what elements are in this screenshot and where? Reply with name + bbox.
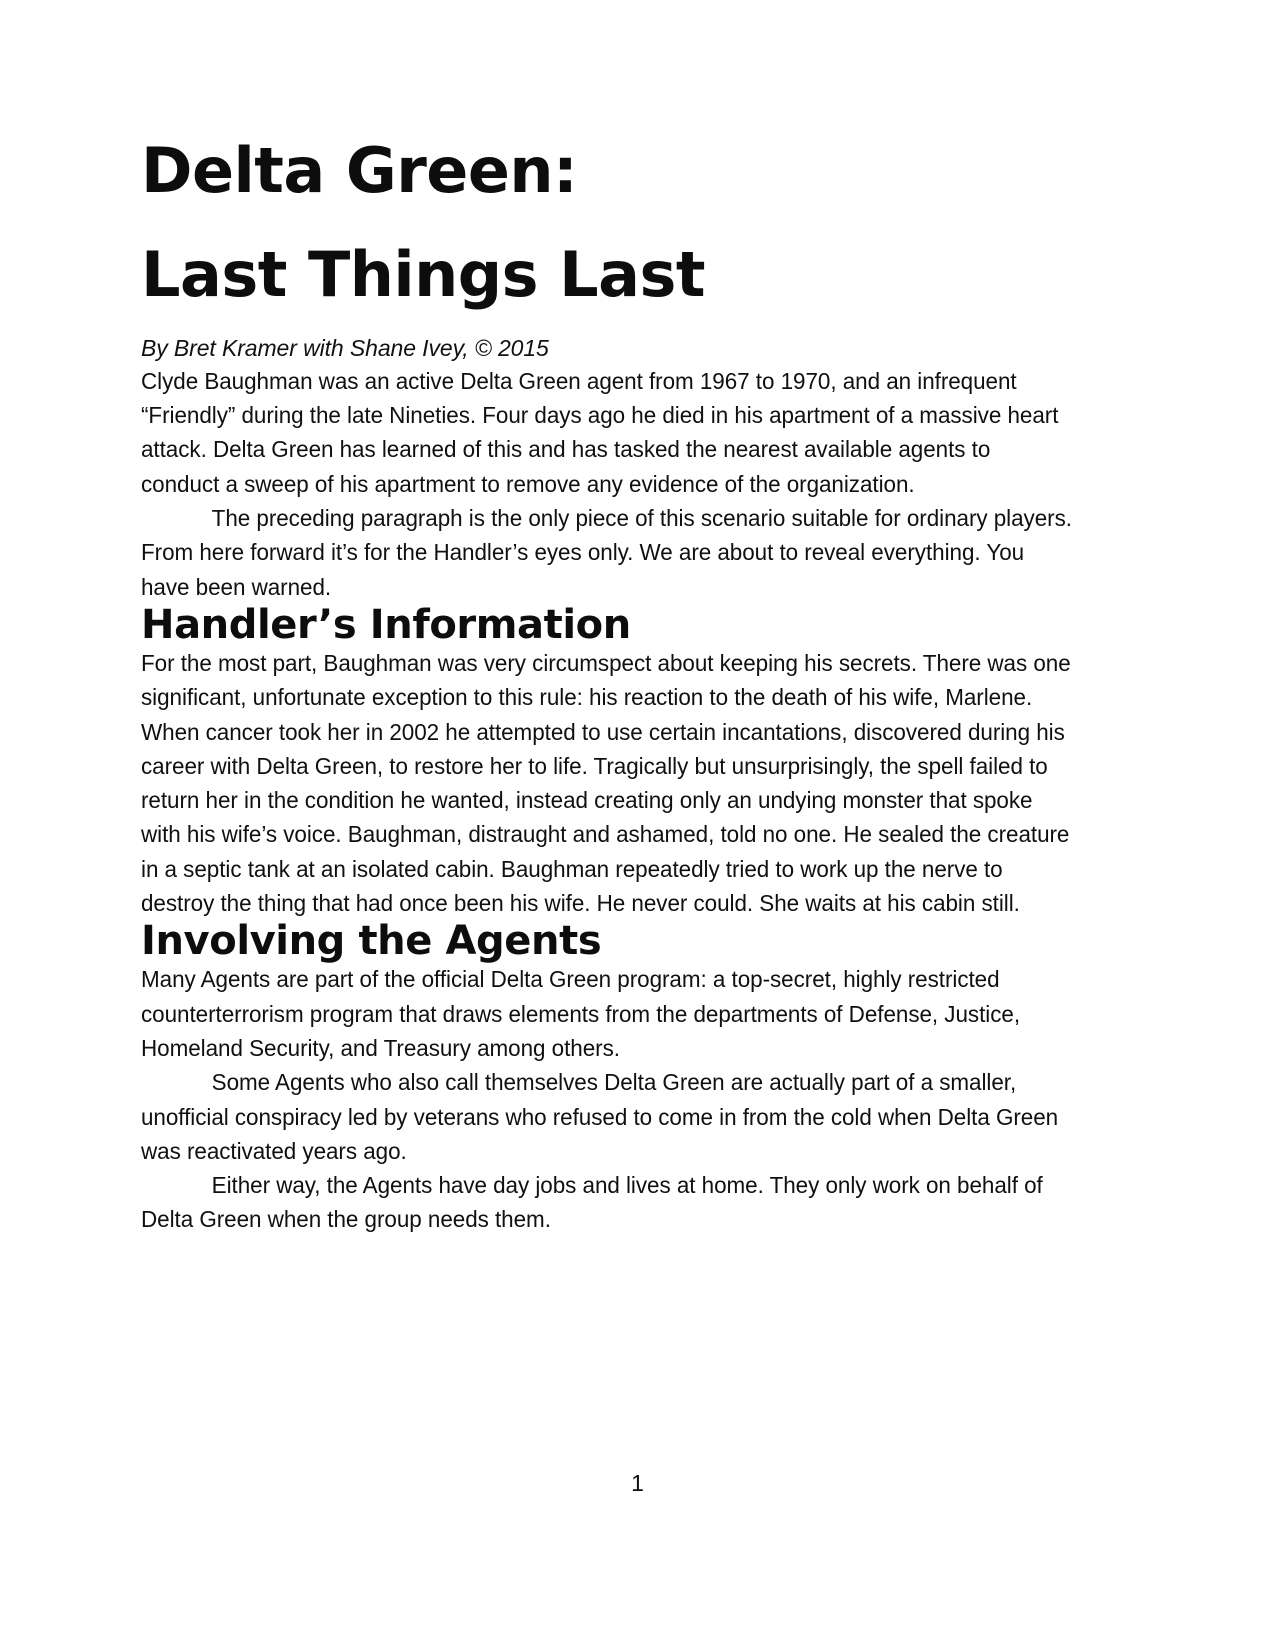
involving-agents-paragraph-1: Many Agents are part of the official Delta Green program: a top-secret, highly restricted counterterrorism program that draws elements from the departments of Defense, Justice, Homeland Security, and Treasury among others. (141, 966, 1021, 1061)
title-line-2: Last Things Last (141, 238, 706, 311)
intro-paragraph-2: The preceding paragraph is the only piece of this scenario suitable for ordinary players. From here forward it’s for the Handler’s eyes only. We are about to reveal everything. You have been warned. (141, 505, 1072, 600)
section-heading-involving-the-agents: Involving the Agents (141, 918, 602, 965)
title-block (141, 0, 1073, 364)
page-title (141, 134, 1073, 311)
handlers-information-paragraph-1: For the most part, Baughman was very circumspect about keeping his secrets. There was one significant, unfortunate exception to this rule: his reaction to the death of his wife, Marlene. When cancer took her in 2002 he attempted to use certain incantations, discovered during his career with Delta Green, to restore her to life. Tragically but unsurprisingly, the spell failed to return her in the condition he wanted, instead creating only an undying monster that spoke with his wife’s voice. Baughman, distraught and ashamed, told no one. He sealed the creature in a septic tank at an isolated cabin. Baughman repeatedly tried to work up the nerve to destroy the thing that had once been his wife. He never could. She waits at his cabin still. (141, 649, 1071, 917)
byline: By Bret Kramer with Shane Ivey, © 2015 (141, 335, 549, 361)
involving-agents-paragraph-2: Some Agents who also call themselves Delta Green are actually part of a smaller, unofficial conspiracy led by veterans who refused to come in from the cold when Delta Green was reactivated years ago. (141, 1069, 1059, 1164)
page-content (141, 0, 1073, 1237)
page-number: 1 (631, 1470, 644, 1496)
intro-paragraph-1: Clyde Baughman was an active Delta Green agent from 1967 to 1970, and an infrequent “Friendly” during the late Nineties. Four days ago he died in his apartment of a massive heart attack. Delta Green has learned of this and has tasked the nearest available agents to conduct a sweep of his apartment to remove any evidence of the organization. (141, 367, 1059, 497)
involving-agents-paragraph-3: Either way, the Agents have day jobs and lives at home. They only work on behalf of Delta Green when the group needs them. (141, 1172, 1043, 1233)
title-line-1: Delta Green: (141, 134, 578, 207)
section-heading-handlers-information: Handler’s Information (141, 601, 631, 648)
